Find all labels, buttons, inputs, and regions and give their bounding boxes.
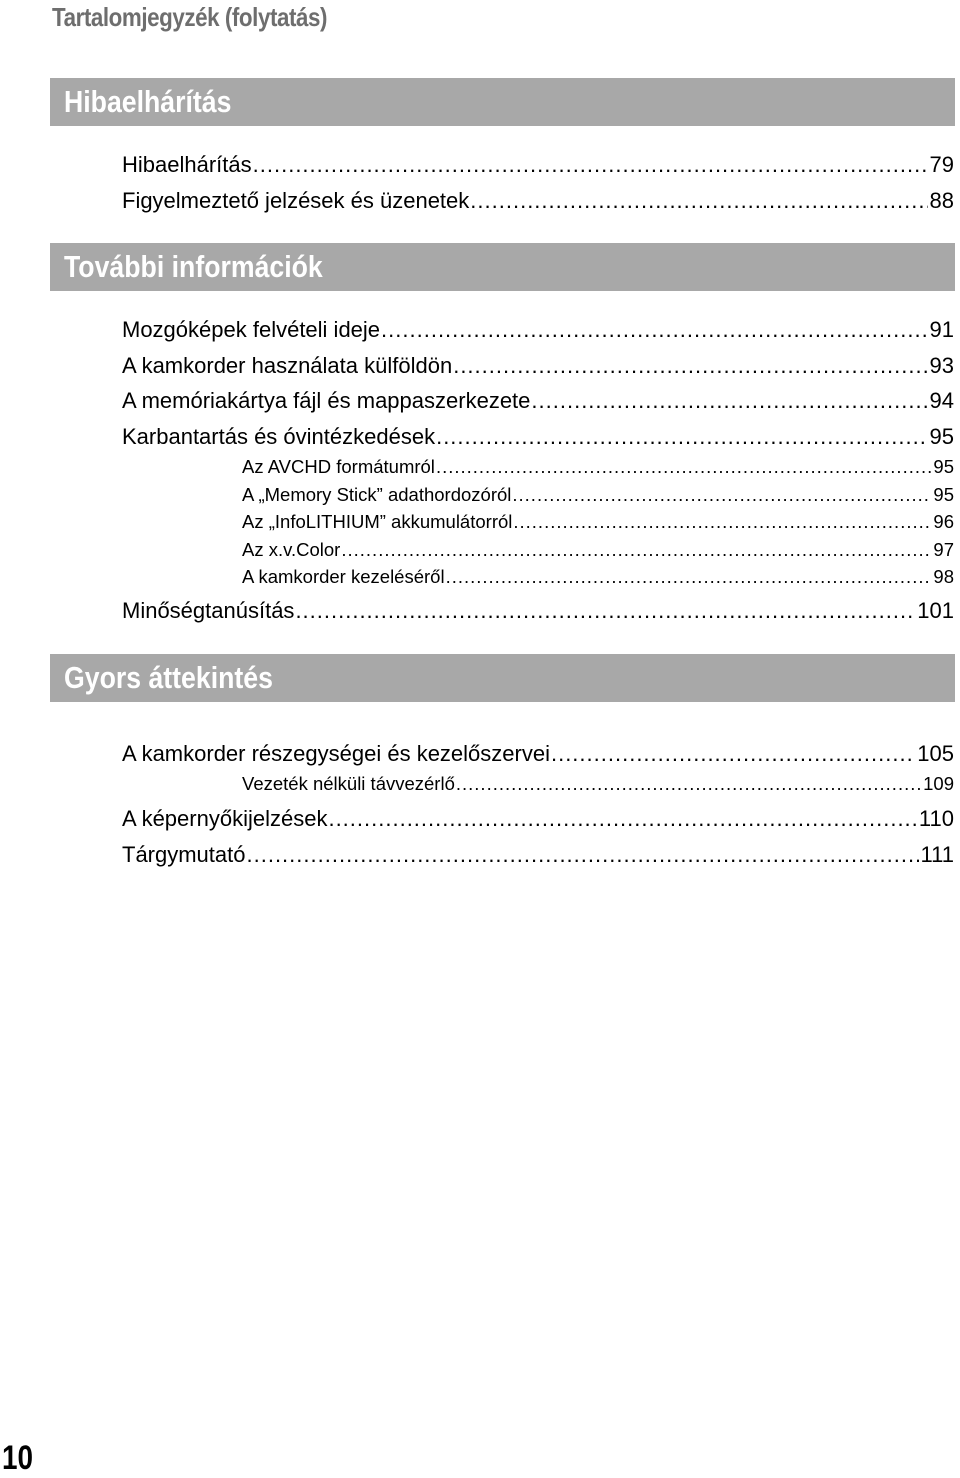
toc-entry-page: 95 [929, 424, 954, 449]
toc-entry-mozgokepek[interactable] [122, 315, 954, 345]
toc-entry-title: Az AVCHD formátumról [242, 456, 435, 477]
toc-leader-dots [456, 771, 921, 797]
toc-entry-title: Vezeték nélküli távvezérlő [242, 773, 455, 794]
toc-entry-page: 94 [929, 388, 954, 413]
toc-entry-title: A memóriakártya fájl és mappaszerkezete [122, 388, 531, 413]
toc-entry-kamkorder-kulfoldon[interactable] [122, 351, 954, 381]
toc-entry-page: 91 [929, 317, 954, 342]
section-title: Hibaelhárítás [64, 84, 232, 119]
toc-leader-dots [341, 537, 931, 563]
toc-entry-hibaelharitas[interactable] [122, 150, 954, 180]
toc-leader-dots [247, 840, 919, 870]
toc-entry-memory-stick[interactable] [242, 482, 954, 508]
toc-entry-karbantartas[interactable] [122, 422, 954, 452]
toc-entry-targymutato[interactable] [122, 840, 954, 870]
toc-entry-kamkorder-kezeleserol[interactable] [242, 564, 954, 590]
toc-entry-avchd[interactable] [242, 454, 954, 480]
toc-entry-page: 88 [929, 188, 954, 213]
toc-leader-dots [446, 564, 932, 590]
section-title: Gyors áttekintés [64, 660, 273, 695]
toc-entry-title: A kamkorder kezeléséről [242, 566, 445, 587]
toc-entry-page: 97 [933, 539, 954, 560]
toc-entry-page: 98 [933, 566, 954, 587]
toc-entry-page: 105 [917, 741, 954, 766]
toc-entry-page: 96 [933, 511, 954, 532]
toc-leader-dots [436, 454, 931, 480]
section-header-hibaelharitas [50, 78, 955, 126]
toc-entry-title: A kamkorder használata külföldön [122, 353, 453, 378]
toc-entry-title: Figyelmeztető jelzések és üzenetek [122, 188, 470, 213]
toc-entry-title: Karbantartás és óvintézkedések [122, 424, 436, 449]
toc-entry-title: Hibaelhárítás [122, 152, 252, 177]
toc-entry-page: 95 [933, 456, 954, 477]
toc-entry-xvcolor[interactable] [242, 537, 954, 563]
toc-entry-minosegtanusitas[interactable] [122, 596, 954, 626]
toc-leader-dots [531, 386, 927, 416]
page-number: 10 [2, 1439, 34, 1477]
toc-entry-kepernyokijelzesek[interactable] [122, 804, 954, 834]
page-header-title: Tartalomjegyzék (folytatás) [52, 2, 328, 32]
toc-entry-page: 111 [920, 842, 954, 867]
toc-leader-dots [453, 351, 927, 381]
toc-leader-dots [512, 482, 931, 508]
toc-leader-dots [295, 596, 915, 626]
toc-leader-dots [253, 150, 928, 180]
toc-entry-infolithium[interactable] [242, 509, 954, 535]
toc-leader-dots [551, 739, 915, 769]
toc-entry-tavvezerlo[interactable] [242, 771, 954, 797]
toc-entry-reszegysegek[interactable] [122, 739, 954, 769]
toc-leader-dots [513, 509, 931, 535]
toc-entry-page: 79 [929, 152, 954, 177]
section-title: További információk [64, 249, 323, 284]
toc-entry-page: 93 [929, 353, 954, 378]
toc-entry-memoriakartya[interactable] [122, 386, 954, 416]
section-header-tovabbi-informaciok [50, 243, 955, 291]
toc-leader-dots [328, 804, 916, 834]
toc-leader-dots [436, 422, 927, 452]
toc-entry-figyelmezteto-jelzesek[interactable] [122, 186, 954, 216]
section-header-gyors-attekintes [50, 654, 955, 702]
toc-leader-dots [470, 186, 927, 216]
toc-entry-page: 101 [917, 598, 954, 623]
toc-entry-title: Mozgóképek felvételi ideje [122, 317, 381, 342]
toc-entry-page: 110 [918, 806, 954, 831]
toc-entry-page: 95 [933, 484, 954, 505]
toc-entry-title: Az „InfoLITHIUM” akkumulátorról [242, 511, 513, 532]
toc-entry-title: Az x.v.Color [242, 539, 341, 560]
toc-entry-title: A kamkorder részegységei és kezelőszervei [122, 741, 550, 766]
toc-entry-page: 109 [923, 773, 954, 794]
toc-entry-title: Tárgymutató [122, 842, 246, 867]
toc-entry-title: A „Memory Stick” adathordozóról [242, 484, 512, 505]
toc-entry-title: A képernyőkijelzések [122, 806, 328, 831]
toc-leader-dots [381, 315, 927, 345]
toc-entry-title: Minőségtanúsítás [122, 598, 295, 623]
